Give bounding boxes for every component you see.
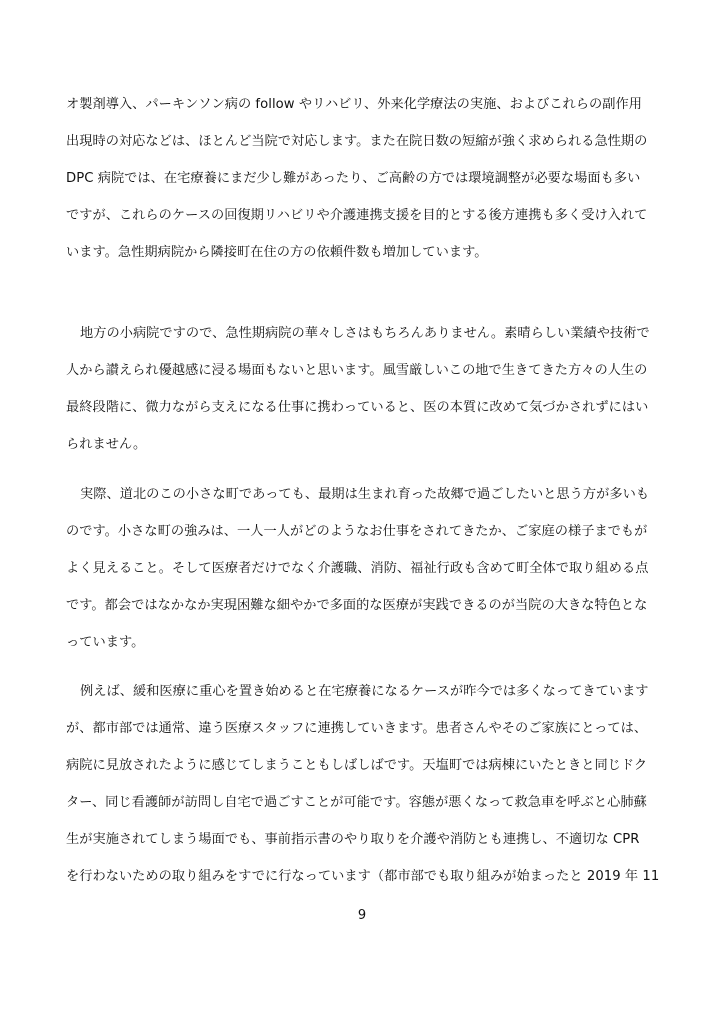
text-line: よく見えること。そして医療者だけでなく介護職、消防、福祉行政も含めて町全体で取り組める点 <box>66 561 649 576</box>
text-line: 最終段階に、微力ながら支えになる仕事に携わっていると、医の本質に改めて気づかされずにはい <box>66 400 649 415</box>
paragraph-2 <box>66 324 662 455</box>
text-line: 例えば、緩和医療に重心を置き始めると在宅療養になるケースが昨今では多くなってきています <box>80 684 649 699</box>
paragraph-4 <box>66 682 662 887</box>
paragraph-3 <box>66 485 662 653</box>
text-line: ですが、これらのケースの回復期リハビリや介護連携支援を目的とする後方連携も多く受け入れて <box>66 208 648 223</box>
text-line: 出現時の対応などは、ほとんど当院で対応します。また在院日数の短縮が強く求められる急性期の <box>66 134 648 149</box>
text-line: オ製剤導入、パーキンソン病の follow やリハビリ、外来化学療法の実施、およびこれらの副作用 <box>66 97 642 112</box>
text-line: られません。 <box>66 437 147 452</box>
paragraph-1 <box>66 95 662 263</box>
text-line: ター、同じ看護師が訪問し自宅で過ごすことが可能です。容態が悪くなって救急車を呼ぶと心肺蘇 <box>66 795 647 810</box>
text-line: が、都市部では通常、違う医療スタッフに連携していきます。患者さんやそのご家族にとっては、 <box>66 721 648 736</box>
text-line: 病院に見放されたように感じてしまうこともしばしばです。天塩町では病棟にいたときと同じドク <box>66 758 648 773</box>
text-line: 地方の小病院ですので、急性期病院の華々しさはもちろんありません。素晴らしい業績や技術で <box>80 326 650 341</box>
text-line: っています。 <box>66 635 145 650</box>
text-line: 生が実施されてしまう場面でも、事前指示書のやり取りを介護や消防とも連携し、不適切な CPR <box>66 832 640 847</box>
text-line: 人から讃えられ優越感に浸る場面もないと思います。風雪厳しいこの地で生きてきた方々の人生の <box>66 363 648 378</box>
page-number: 9 <box>357 908 367 923</box>
text-line: います。急性期病院から隣接町在住の方の依頼件数も増加しています。 <box>66 245 488 260</box>
text-line: を行わないための取り組みをすでに行なっています（都市部でも取り組みが始まったと 2019 年 11 <box>66 869 660 884</box>
text-line: のです。小さな町の強みは、一人一人がどのようなお仕事をされてきたか、ご家庭の様子までもが <box>66 524 648 539</box>
text-line: 実際、道北のこの小さな町であっても、最期は生まれ育った故郷で過ごしたいと思う方が多いも <box>80 487 650 502</box>
text-line: です。都会ではなかなか実現困難な細やかで多面的な医療が実践できるのが当院の大きな特色とな <box>66 598 648 613</box>
text-line: DPC 病院では、在宅療養にまだ少し難があったり、ご高齢の方では環境調整が必要な場面も多い <box>66 171 641 186</box>
